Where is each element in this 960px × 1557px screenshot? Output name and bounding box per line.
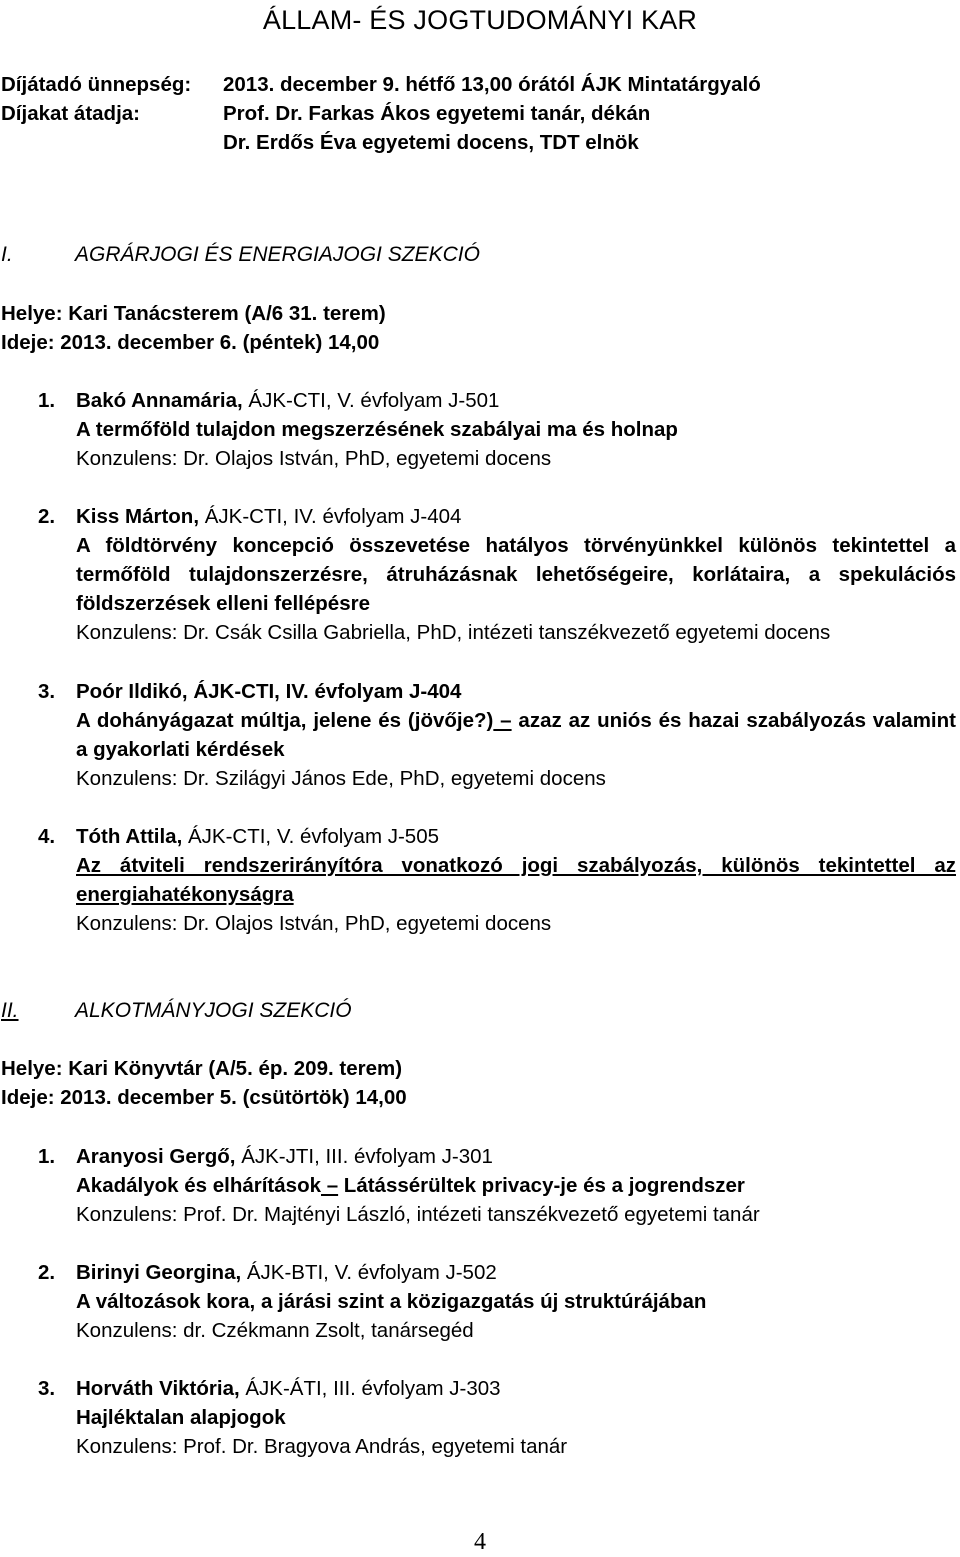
entry-number: 4. [38,825,56,848]
entry-title: A változások kora, a járási szint a közigazgatás új struktúrájában [76,1290,707,1313]
entry-title-main: A dohányágazat múltja, jelene és (jövője?) [76,709,494,732]
entry-consultant: Konzulens: Dr. Szilágyi János Ede, PhD, egyetemi docens [76,767,606,790]
entry-number: 3. [38,680,56,703]
list-item [38,677,956,793]
entry-title: Az átviteli rendszerirányítóra vonatkozó jogi szabályozás, különös tekintettel az energiahatékonyságra [76,854,956,906]
entry-title-dash: – [493,709,512,732]
entry-title: A termőföld tulajdon megszerzésének szabályai ma és holnap [76,418,678,441]
entry-info: ÁJK-BTI, V. évfolyam J-502 [241,1261,497,1284]
entry-number: 2. [38,1261,56,1284]
entry-info: ÁJK-JTI, III. évfolyam J-301 [235,1145,493,1168]
entry-name: Kiss Márton, [76,505,200,528]
presenters-label: Díjakat átadja: [1,102,140,125]
section-meta [1,1054,407,1112]
entry-consultant: Konzulens: Prof. Dr. Bragyova András, egyetemi tanár [76,1435,568,1458]
entry-number: 2. [38,505,56,528]
entry-title [76,1171,956,1200]
entry-name: Tóth Attila, [76,825,183,848]
section-meta [1,299,386,357]
entry-title [76,706,956,764]
entry-name: Poór Ildikó, ÁJK-CTI, IV. évfolyam J-404 [76,680,462,703]
entry-number: 1. [38,1145,56,1168]
page-number: 4 [474,1529,486,1555]
entry-info: ÁJK-ÁTI, III. évfolyam J-303 [239,1377,501,1400]
list-item [38,502,956,647]
entry-info: ÁJK-CTI, IV. évfolyam J-404 [199,505,462,528]
entry-name: Bakó Annamária, [76,389,243,412]
entry-consultant: Konzulens: dr. Czékmann Zsolt, tanársegéd [76,1319,474,1342]
ceremony-label: Díjátadó ünnepség: [1,73,192,96]
ceremony-value: 2013. december 9. hétfő 13,00 órától ÁJK Mintatárgyaló [223,73,761,96]
list-item [38,1142,956,1229]
section-name: AGRÁRJOGI ÉS ENERGIAJOGI SZEKCIÓ [75,243,480,266]
entry-consultant: Konzulens: Prof. Dr. Majtényi László, intézeti tanszékvezető egyetemi tanár [76,1203,760,1226]
entry-title-dash: – [321,1174,339,1197]
entry-info: ÁJK-CTI, V. évfolyam J-505 [182,825,440,848]
section-number: II. [1,999,19,1022]
page-title: ÁLLAM- ÉS JOGTUDOMÁNYI KAR [262,5,698,35]
presenter-2: Dr. Erdős Éva egyetemi docens, TDT elnök [223,131,639,154]
list-item [38,822,956,938]
entry-name: Horváth Viktória, [76,1377,240,1400]
entry-consultant: Konzulens: Dr. Csák Csilla Gabriella, PhD, intézeti tanszékvezető egyetemi docens [76,621,831,644]
entry-number: 1. [38,389,56,412]
entry-consultant: Konzulens: Dr. Olajos István, PhD, egyetemi docens [76,912,552,935]
section-number: I. [1,243,13,266]
entry-name: Aranyosi Gergő, [76,1145,236,1168]
list-item [38,386,956,473]
list-item [38,1258,956,1345]
presenter-1: Prof. Dr. Farkas Ákos egyetemi tanár, dékán [223,102,651,125]
entry-info: ÁJK-CTI, V. évfolyam J-501 [242,389,500,412]
entry-consultant: Konzulens: Dr. Olajos István, PhD, egyetemi docens [76,447,552,470]
entry-title-rest: azaz az uniós és hazai szabályozás valamint a gyakorlati kérdések [76,709,956,761]
entry-number: 3. [38,1377,56,1400]
entry-title-rest: Látássérültek privacy-je és a jogrendszer [338,1174,745,1197]
section-time: Ideje: 2013. december 5. (csütörtök) 14,00 [1,1086,407,1109]
section-name: ALKOTMÁNYJOGI SZEKCIÓ [75,999,352,1022]
entry-title: Hajléktalan alapjogok [76,1406,286,1429]
entry-title-main: Akadályok és elhárítások [76,1174,321,1197]
section-time: Ideje: 2013. december 6. (péntek) 14,00 [1,331,380,354]
section-place: Helye: Kari Könyvtár (A/5. ép. 209. terem) [1,1057,403,1080]
section-place: Helye: Kari Tanácsterem (A/6 31. terem) [1,302,386,325]
entry-name: Birinyi Georgina, [76,1261,242,1284]
list-item [38,1374,956,1461]
entry-title: A földtörvény koncepció összevetése hatályos törvényünkkel különös tekintettel a termőföld tulajdonszerzésre, átruházásnak lehetőségeire, korlátaira, a spekulációs földszerzések elleni fellépésre [76,534,956,615]
